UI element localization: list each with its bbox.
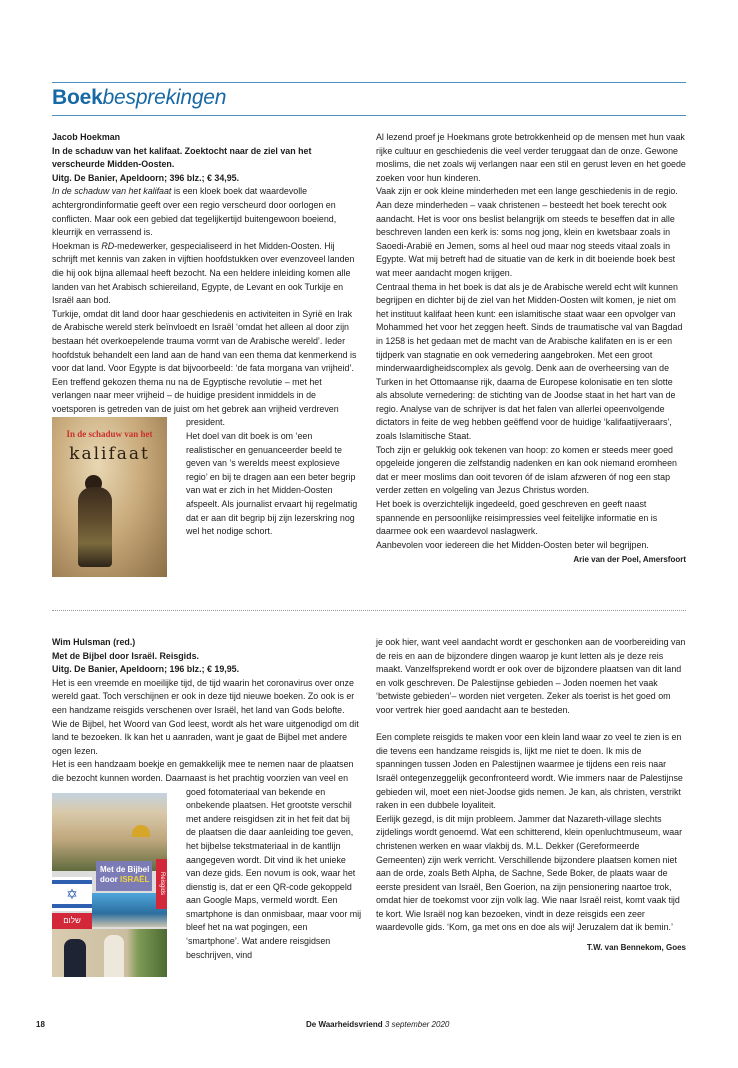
cover-title-israel: ISRAËL bbox=[120, 875, 150, 884]
israel-flag-icon: ✡ bbox=[52, 877, 92, 911]
page-number: 18 bbox=[36, 1020, 45, 1029]
cover-figure bbox=[78, 487, 112, 567]
review-author: Wim Hulsman (red.) bbox=[52, 637, 136, 647]
publication-name: De Waarheidsvriend bbox=[306, 1020, 383, 1029]
title-bold: Boek bbox=[52, 86, 103, 109]
review-paragraph: Toch zijn er gelukkig ook tekenen van hoop: zo komen er steeds meer goed opgeleide jongeren die zelfstandig nadenken en kan ook niemand eromheen dat er meer moslims dan ooit tevoren óf de islam afzweren óf nog een stap verder zetten en volgeling van Jezus Christus worden. bbox=[376, 444, 677, 496]
review-paragraph: Aanbevolen voor iedereen die het Midden-Oosten beter wil begrijpen. bbox=[376, 539, 649, 550]
review2-right-column bbox=[376, 636, 686, 955]
review-paragraph bbox=[52, 185, 362, 239]
review-paragraph: je ook hier, want veel aandacht wordt er geschonken aan de voorbereiding van de reis en aan de bijzondere dingen waarop je kunt letten als je deze reis maakt. Vanzelfsprekend wordt er ook over de bijzondere plaatsen van dit land en volk geschreven. De Palestijnse gebieden – Joden noemen het vaak ‘betwiste gebieden’– worden niet vergeten. Zeker als toerist is het goed om voor vertrek hier goed aandacht aan te besteden. bbox=[376, 637, 686, 715]
title-italic: besprekingen bbox=[102, 86, 227, 109]
review-paragraph: Het is een vreemde en moeilijke tijd, de tijd waarin het coronavirus over onze wereld gaat. Toch verschijnen er ook in deze tijd nieuwe boeken. Zo ook is er een handzame reisgids verschenen over Israël, het land van Gods belofte. Wie de Bijbel, het Woord van God leest, wordt als het ware uitgenodigd om dit land te bezoeken. Ik kan het u aanraden, want je gaat de Bijbel met andere ogen lezen. bbox=[52, 677, 359, 756]
cover-title-line2: kalifaat bbox=[69, 444, 150, 464]
review-publisher: Uitg. De Banier, Apeldoorn; 196 blz.; € 19,95. bbox=[52, 664, 240, 675]
book-cover-israel bbox=[52, 793, 167, 977]
review2-left-column bbox=[52, 636, 362, 977]
reviewer-signature: Arie van der Poel, Amersfoort bbox=[573, 555, 686, 565]
review-paragraph: Turkije, omdat dit land door haar geschiedenis en activiteiten in Syrië en Irak de Arabische wereld sterk beïnvloedt en Israël ‘omdat het alleen al door zijn bestaan hét overkoepelende trauma vormt van de Arabische wereld’. Ieder hoofdstuk behandelt een land aan de hand van een thema dat kenmerkend is voor dat land. Voor Egypte is dat bijvoorbeeld: ‘de fata morgana van vrijheid’. Een treffend gekozen thema nu na de Egyptische revolutie – met het verlangen naar meer vrijheid – de huidige president inmiddels in de voetsporen is getreden van de juist om het gebrek aan vrijheid verdreven president. bbox=[52, 308, 357, 428]
publication-date: 3 september 2020 bbox=[384, 1020, 450, 1029]
page-title bbox=[52, 86, 226, 110]
review-paragraph: Het boek is overzichtelijk ingedeeld, goed geschreven en geeft naast spannende en persoonlijke reisimpressies veel feitelijke informatie en is daarmee ook een waardevol naslagwerk. bbox=[376, 499, 658, 537]
review1-left-column bbox=[52, 131, 362, 577]
cover-figure bbox=[104, 935, 124, 977]
cover-dome bbox=[132, 825, 150, 837]
italic-text: RD bbox=[101, 240, 115, 251]
cover-title-door: door bbox=[100, 875, 120, 884]
text: -medewerker, gespecialiseerd in het Midden-Oosten. Hij schrijft met kennis van zaken in vijftien hoofdstukken over evenzoveel landen die hij ook bijna allemaal heeft bezocht. Na een heldere inleiding komen alle landen van het Arabisch schiereiland, Egypte, de Levant en ook Turkije en Israël aan bod. bbox=[52, 240, 355, 306]
review-publisher: Uitg. De Banier, Apeldoorn; 396 blz.; € 34,95. bbox=[52, 172, 240, 183]
review-book-title: In de schaduw van het kalifaat. Zoektocht naar de ziel van het verscheurde Midden-Oosten. bbox=[52, 145, 312, 170]
reviewer-signature: T.W. van Bennekom, Goes bbox=[586, 943, 686, 953]
review-paragraph: Vaak zijn er ook kleine minderheden met een lange geschiedenis in de regio. Aan deze minderheden – vaak christenen – besteedt het boek terecht ook aandacht. Het is voor ons beslist belangrijk om steeds te beseffen dat in alle beschreven landen een kerk is: soms nog jong, klein en kwetsbaar zoals in Saoedi-Arabië en Jemen, soms al heel oud maar nog steeds vitaal zoals in Egypte. Wat mij betreft had de situatie van de kerk in dit boeiende boek best wat meer aandacht mogen krijgen. bbox=[376, 186, 678, 278]
italic-title: In de schaduw van het kalifaat bbox=[52, 186, 172, 197]
text: Hoekman is bbox=[52, 240, 102, 251]
review-separator bbox=[52, 610, 686, 611]
review-paragraph bbox=[52, 240, 362, 308]
review-paragraph: Het doel van dit boek is om ‘een realistischer en genuanceerder beeld te geven van ’s werelds meest explosieve regio’ en bij te dragen aan een beter begrip van wat er zich in het Midden-Oosten afspeelt. Als journalist ervaart hij regelmatig dat er aan dit begrip bij zijn lezerskring nog wel het nodige schort. bbox=[186, 431, 358, 537]
blank-line bbox=[376, 718, 686, 732]
review-paragraph: Een complete reisgids te maken voor een klein land waar zo veel te zien is en die tevens een handzame reisgids is, lijkt me niet te doen. Ik mis de spanningen tussen Joden en Palestijnen waarmee je tijdens een reis naar Israël ontegenzeggelijk geconfronteerd wordt. Wie immers naar de Palestijnse gebieden wil, moet een niet-Joodse gids nemen. Je kan, als christen, verstrikt raken in een dubbele loyaliteit. bbox=[376, 732, 683, 811]
review-paragraph: Het is een handzaam boekje en gemakkelijk mee te nemen naar de plaatsen die bezocht kunnen worden. Daarnaast is het prachtig voorzien van veel en goed fotomateriaal van bekende en onbekende plaatsen. Het grootste verschil met andere reisgidsen zit in het feit dat bij de plaatsen die daar aanleiding toe geven, het bijbelse tekstmateriaal in de kantlijn aangegeven wordt. Dit vind ik het unieke van deze gids. Een novum is ook, waar het dienstig is, dat er een QR-code gekoppeld aan Google Maps, vermeld wordt. Een smartphone is dan onmisbaar, maar voor mij bleef het na wat pogingen, een ‘smartphone’. Wat andere reisgidsen beschrijven, vind bbox=[52, 759, 362, 960]
cover-title-line1: Met de Bijbel bbox=[100, 865, 150, 874]
review-book-title: Met de Bijbel door Israël. Reisgids. bbox=[52, 650, 199, 661]
text: is een kloek boek dat waardevolle achtergrondinformatie geeft over een regio verscheurd door oorlogen en conflicten. Maar ook een gebied dat tegelijkertijd buitengewoon boeiend, kleurrijk en verrassend is. bbox=[52, 186, 337, 238]
review-paragraph: Eerlijk gezegd, is dit mijn probleem. Jammer dat Nazareth-village slechts zijdelings wordt genoemd. Wat een schitterend, klein openluchtmuseum, waar christenen werken en waar vlakbij ds. M.L. Dekker (Gereformeerde Gemeenten) zijn werk verricht. Verschillende bijzondere plaatsen komen niet aan de orde, zoals Beth Alpha, de Sachne, Sede Boker, de plaats waar de eerste president van Israël, Ben Goerion, na zijn pensionering naartoe trok, omdat hier de toekomst voor zijn volk lag. Wie naar Israël reist, komt vaak tijd te kort. Wie Israël nog kan bezoeken, vindt in deze reisgids een zeer waardevolle gids. ‘Kom, ga met ons en doe als wij! Jeruzalem dat ik bemin.’ bbox=[376, 813, 683, 933]
book-cover-kalifaat bbox=[52, 417, 167, 577]
footer-publication bbox=[306, 1020, 449, 1029]
review1-right-column bbox=[376, 131, 686, 567]
header-rule-bottom bbox=[52, 115, 686, 116]
review-author: Jacob Hoekman bbox=[52, 132, 121, 142]
cover-figure bbox=[64, 939, 86, 977]
cover-title-line1: In de schaduw van het bbox=[66, 429, 153, 439]
review-paragraph: Centraal thema in het boek is dat als je de Arabische wereld echt wilt kunnen begrijpen en dichter bij de ziel van het Midden-Oosten wilt komen, je niet om het instituut kalifaat heen kunt: een islamitische staat waar een opvolger van Mohammed het voor het zeggen heeft. Sinds de traumatische val van Bagdad in 1258 is het gedaan met de macht van de Arabische kalifaten en is er een tijdperk van stagnatie en ook vernedering aangebroken. Met een groot minderwaardigheidscomplex als gevolg. Denk aan de overheersing van de Turken in het Ottomaanse rijk, daarna de Europese kolonisatie en ten slotte als absolute vernedering: de stichting van de Joodse staat in het hart van de regio. Analyse van de schrijver is dat het falen van allerlei opeenvolgende dictators in feite de weg hebben geëffend voor de huidige ‘kalifaatijveraars’, zoals Islamitische Staat. bbox=[376, 281, 683, 442]
cover-side-label: Reisgids bbox=[156, 859, 167, 909]
cover-title bbox=[96, 861, 152, 891]
header-rule-top bbox=[52, 82, 686, 83]
review-paragraph: Al lezend proef je Hoekmans grote betrokkenheid op de mensen met hun vaak rijke cultuur en geschiedenis die veel verder teruggaat dan de onze. Gewone moslims, die net zoals wij verlangen naar een stil en gerust leven en het goede zoeken voor hun kinderen. bbox=[376, 132, 686, 183]
cover-hebrew-label: שלום bbox=[52, 913, 92, 929]
